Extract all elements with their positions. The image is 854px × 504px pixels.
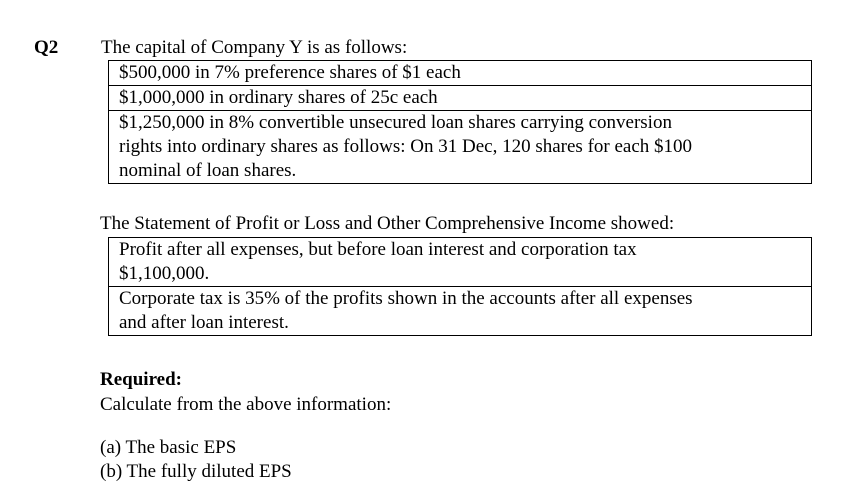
question-number: Q2 xyxy=(34,37,59,58)
statement-item-line: and after loan interest. xyxy=(119,312,289,333)
capital-item-line: $1,000,000 in ordinary shares of 25c each xyxy=(119,87,438,108)
capital-item-line: nominal of loan shares. xyxy=(119,160,297,181)
statement-item-line: Corporate tax is 35% of the profits shown in the accounts after all expenses xyxy=(119,288,693,309)
capital-item-ordinary-shares xyxy=(109,86,811,111)
statement-item-line: Profit after all expenses, but before loan interest and corporation tax xyxy=(119,239,637,260)
capital-table xyxy=(108,60,812,184)
capital-intro: The capital of Company Y is as follows: xyxy=(101,37,408,58)
part-a: (a) The basic EPS xyxy=(100,437,237,458)
statement-intro: The Statement of Profit or Loss and Other Comprehensive Income showed: xyxy=(100,213,675,234)
statement-item-profit xyxy=(109,238,811,287)
capital-item-line: $500,000 in 7% preference shares of $1 each xyxy=(119,62,461,83)
instruction-text: Calculate from the above information: xyxy=(100,394,392,415)
capital-item-line: $1,250,000 in 8% convertible unsecured loan shares carrying conversion xyxy=(119,112,672,133)
capital-item-line: rights into ordinary shares as follows: On 31 Dec, 120 shares for each $100 xyxy=(119,136,693,157)
part-b: (b) The fully diluted EPS xyxy=(100,461,292,482)
parts-list xyxy=(100,436,292,484)
statement-table xyxy=(108,237,812,336)
capital-item-loan-shares xyxy=(109,111,811,183)
required-label: Required: xyxy=(100,369,182,390)
statement-item-tax xyxy=(109,287,811,335)
capital-item-preference-shares xyxy=(109,61,811,86)
statement-item-line: $1,100,000. xyxy=(119,263,210,284)
